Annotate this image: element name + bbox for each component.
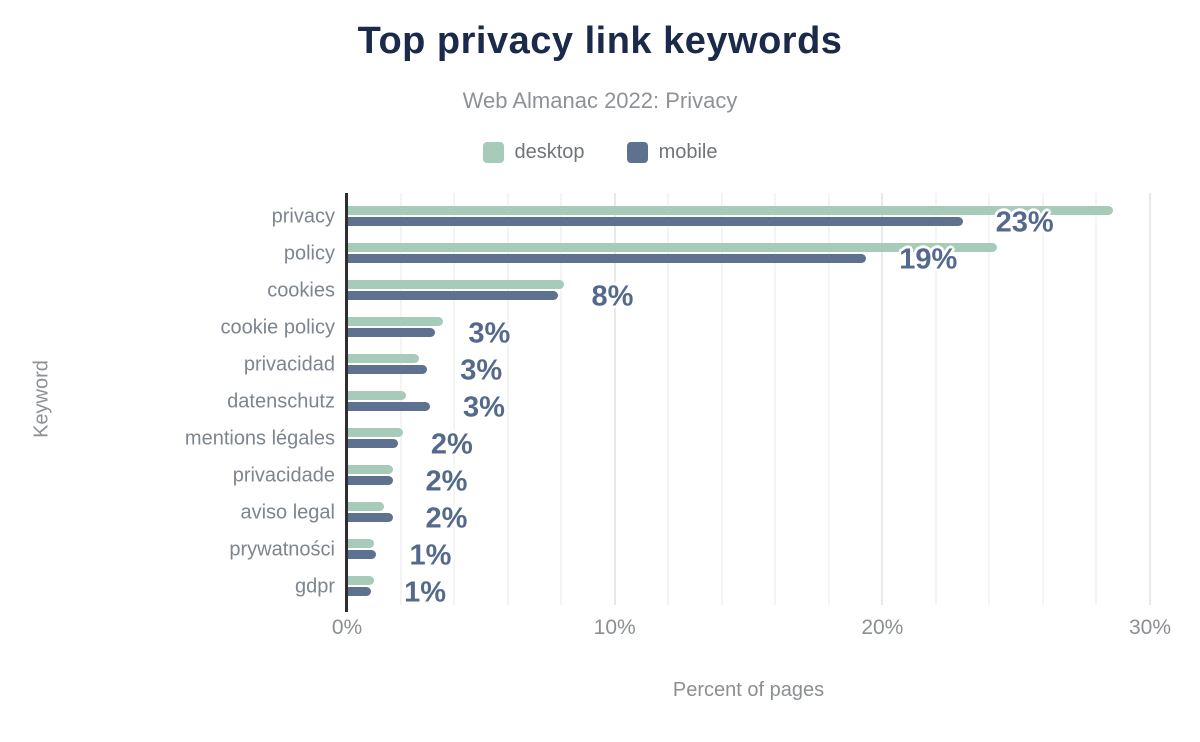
chart-row — [220, 309, 1150, 350]
bar-mobile — [347, 217, 963, 226]
chart-row — [294, 568, 1150, 609]
bar-mobile — [347, 365, 427, 374]
chart-row — [227, 383, 1150, 424]
y-axis-title: Keyword — [30, 360, 53, 438]
legend-item-desktop[interactable] — [483, 141, 585, 164]
chart-title: Top privacy link keywords — [357, 20, 843, 62]
bar-mobile — [347, 476, 393, 485]
legend-label-desktop: desktop — [514, 141, 585, 163]
value-label: 3% — [462, 391, 505, 424]
chart-row — [184, 420, 1150, 461]
bar-mobile — [347, 439, 398, 448]
bar-desktop — [347, 502, 384, 511]
x-tick-label: 20% — [861, 616, 904, 639]
value-label: 2% — [425, 502, 468, 535]
value-label: 23% — [995, 206, 1054, 239]
category-label: privacy — [271, 205, 335, 227]
bar-mobile — [347, 254, 866, 263]
x-tick-label: 10% — [593, 616, 636, 639]
value-label: 2% — [425, 465, 468, 498]
x-tick-label: 30% — [1128, 616, 1172, 639]
plot-area — [184, 193, 1150, 609]
chart-row — [271, 198, 1150, 239]
x-axis-title: Percent of pages — [672, 679, 825, 701]
bar-mobile — [347, 587, 371, 596]
bar-mobile — [347, 402, 430, 411]
value-label: 3% — [460, 354, 503, 387]
chart-row — [232, 457, 1150, 498]
category-label: mentions légales — [184, 427, 335, 449]
bar-mobile — [347, 550, 376, 559]
category-label: policy — [283, 242, 335, 264]
chart-row — [243, 346, 1150, 387]
chart-row — [283, 235, 1150, 276]
bar-desktop — [347, 391, 406, 400]
chart-row — [267, 272, 1150, 313]
chart-row — [240, 494, 1150, 535]
category-label: privacidad — [243, 353, 335, 375]
value-label: 1% — [409, 539, 452, 572]
category-label: aviso legal — [240, 501, 335, 523]
y-axis-line — [345, 193, 348, 612]
bar-desktop — [347, 465, 393, 474]
x-tick-label: 0% — [331, 616, 363, 639]
value-label: 2% — [430, 428, 473, 461]
bar-mobile — [347, 513, 393, 522]
value-label: 19% — [899, 243, 958, 276]
bar-desktop — [347, 317, 443, 326]
bar-desktop — [347, 576, 374, 585]
value-label: 1% — [404, 576, 446, 609]
value-label: 8% — [591, 280, 634, 313]
category-label: prywatności — [229, 538, 335, 560]
legend — [0, 141, 1200, 164]
chart-row — [229, 531, 1150, 572]
bar-mobile — [347, 328, 435, 337]
chart-subtitle: Web Almanac 2022: Privacy — [462, 88, 738, 113]
category-label: cookies — [267, 279, 335, 301]
legend-item-mobile[interactable] — [627, 141, 718, 164]
bar-desktop — [347, 539, 374, 548]
desktop-swatch-icon — [483, 142, 504, 163]
bar-desktop — [347, 354, 419, 363]
mobile-swatch-icon — [627, 142, 648, 163]
category-label: datenschutz — [227, 390, 335, 412]
category-label: privacidade — [232, 464, 335, 486]
value-label: 3% — [468, 317, 511, 350]
bar-desktop — [347, 428, 403, 437]
legend-label-mobile: mobile — [658, 141, 718, 163]
bar-desktop — [347, 280, 564, 289]
category-label: cookie policy — [220, 316, 335, 338]
bar-mobile — [347, 291, 558, 300]
category-label: gdpr — [294, 575, 335, 597]
